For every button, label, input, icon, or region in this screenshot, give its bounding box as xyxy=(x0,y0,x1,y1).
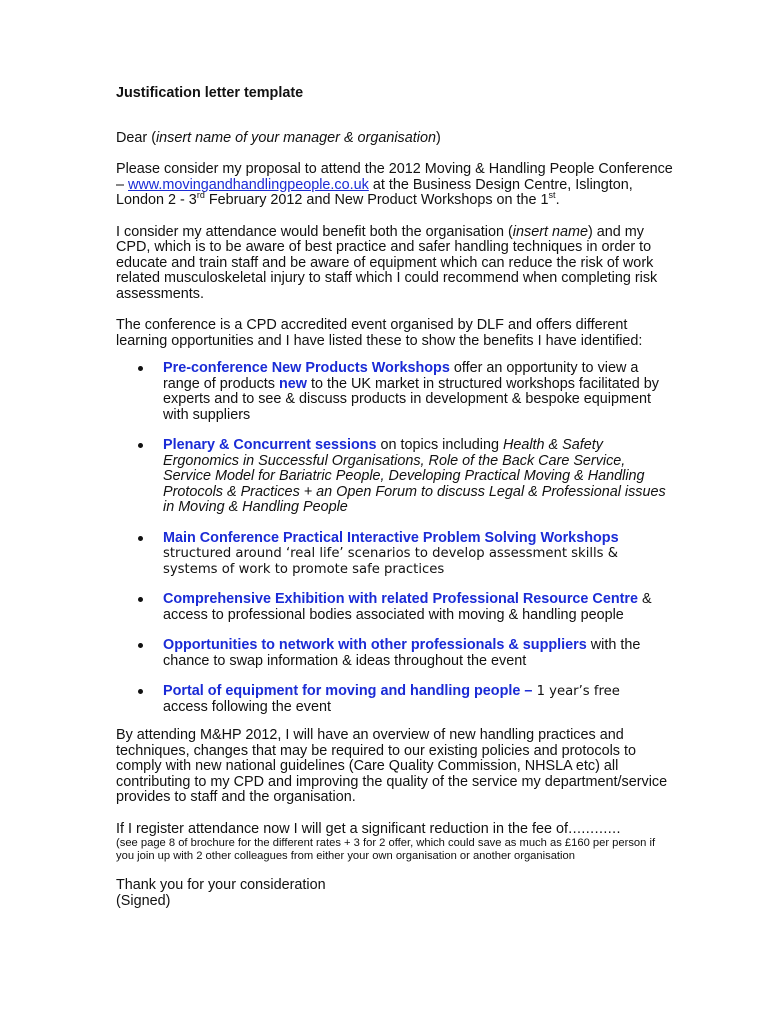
list-item: Plenary & Concurrent sessions on topics including Health & Safety Ergonomics in Successful Organisations, Role of the Back Care Service, Service Model for Bariatric People, Developing Practical Moving & Handling Protocols & Practices + an Open Forum to discuss Legal & Professional issues in Moving & Handling People xyxy=(116,438,676,516)
salutation: Dear (insert name of your manager & organisation) xyxy=(116,129,441,146)
fee-paragraph: If I register attendance now I will get a significant reduction in the fee of………… xyxy=(116,820,621,837)
bullet-icon xyxy=(138,443,143,448)
bullet-icon xyxy=(138,536,143,541)
outcome-paragraph: By attending M&HP 2012, I will have an overview of new handling practices and techniques, changes that may be required to our existing policies and protocols to comply with new national guidelines (Care Quality Commission, NHSLA etc) all contributing to my CPD and improving the quality of the service my department/service provides to staff and the organisation. xyxy=(116,727,668,805)
letter-body xyxy=(116,86,676,909)
bullet-icon xyxy=(138,643,143,648)
list-item: Opportunities to network with other professionals & suppliers with the chance to swap information & ideas throughout the event xyxy=(116,638,676,669)
bullet-icon xyxy=(138,366,143,371)
proposal-paragraph: Please consider my proposal to attend the 2012 Moving & Handling People Conference – www.movingandhandlingpeople.co.uk at the Business Design Centre, Islington, London 2 - 3rd February 2012 and New Product Workshops on the 1st. xyxy=(116,161,673,208)
list-item: Pre-conference New Products Workshops offer an opportunity to view a range of products new to the UK market in structured workshops facilitated by experts and to see & discuss products in development & bespoke equipment with suppliers xyxy=(116,361,676,423)
bullet-icon xyxy=(138,597,143,602)
list-item: Comprehensive Exhibition with related Professional Resource Centre & access to professional bodies associated with moving & handling people xyxy=(116,592,676,623)
list-item: Main Conference Practical Interactive Problem Solving Workshops structured around ‘real life’ scenarios to develop assessment skills & systems of work to promote safe practices xyxy=(116,531,676,578)
closing-line: Thank you for your consideration xyxy=(116,877,326,893)
signature-line: (Signed) xyxy=(116,892,171,909)
letter-title: Justification letter template xyxy=(116,85,304,101)
list-item: Portal of equipment for moving and handling people – 1 year’s free access following the event xyxy=(116,684,676,715)
fee-note: (see page 8 of brochure for the different rates + 3 for 2 offer, which could save as much as £160 per person if you join up with 2 other colleagues from either your own organisation or another organisation xyxy=(116,837,656,862)
conference-website-link[interactable]: www.movingandhandlingpeople.co.uk xyxy=(128,176,369,193)
benefit-paragraph: I consider my attendance would benefit both the organisation (insert name) and my CPD, which is to be aware of best practice and safer handling techniques in order to educate and train staff and be aware of equipment which can reduce the risk of work related musculoskeletal injury to staff which I could recommend when completing risk assessments. xyxy=(116,223,658,302)
bullet-icon xyxy=(138,689,143,694)
conference-intro-paragraph: The conference is a CPD accredited event organised by DLF and offers different learning opportunities and I have listed these to show the benefits I have identified: xyxy=(116,317,643,349)
benefits-list xyxy=(116,361,676,715)
